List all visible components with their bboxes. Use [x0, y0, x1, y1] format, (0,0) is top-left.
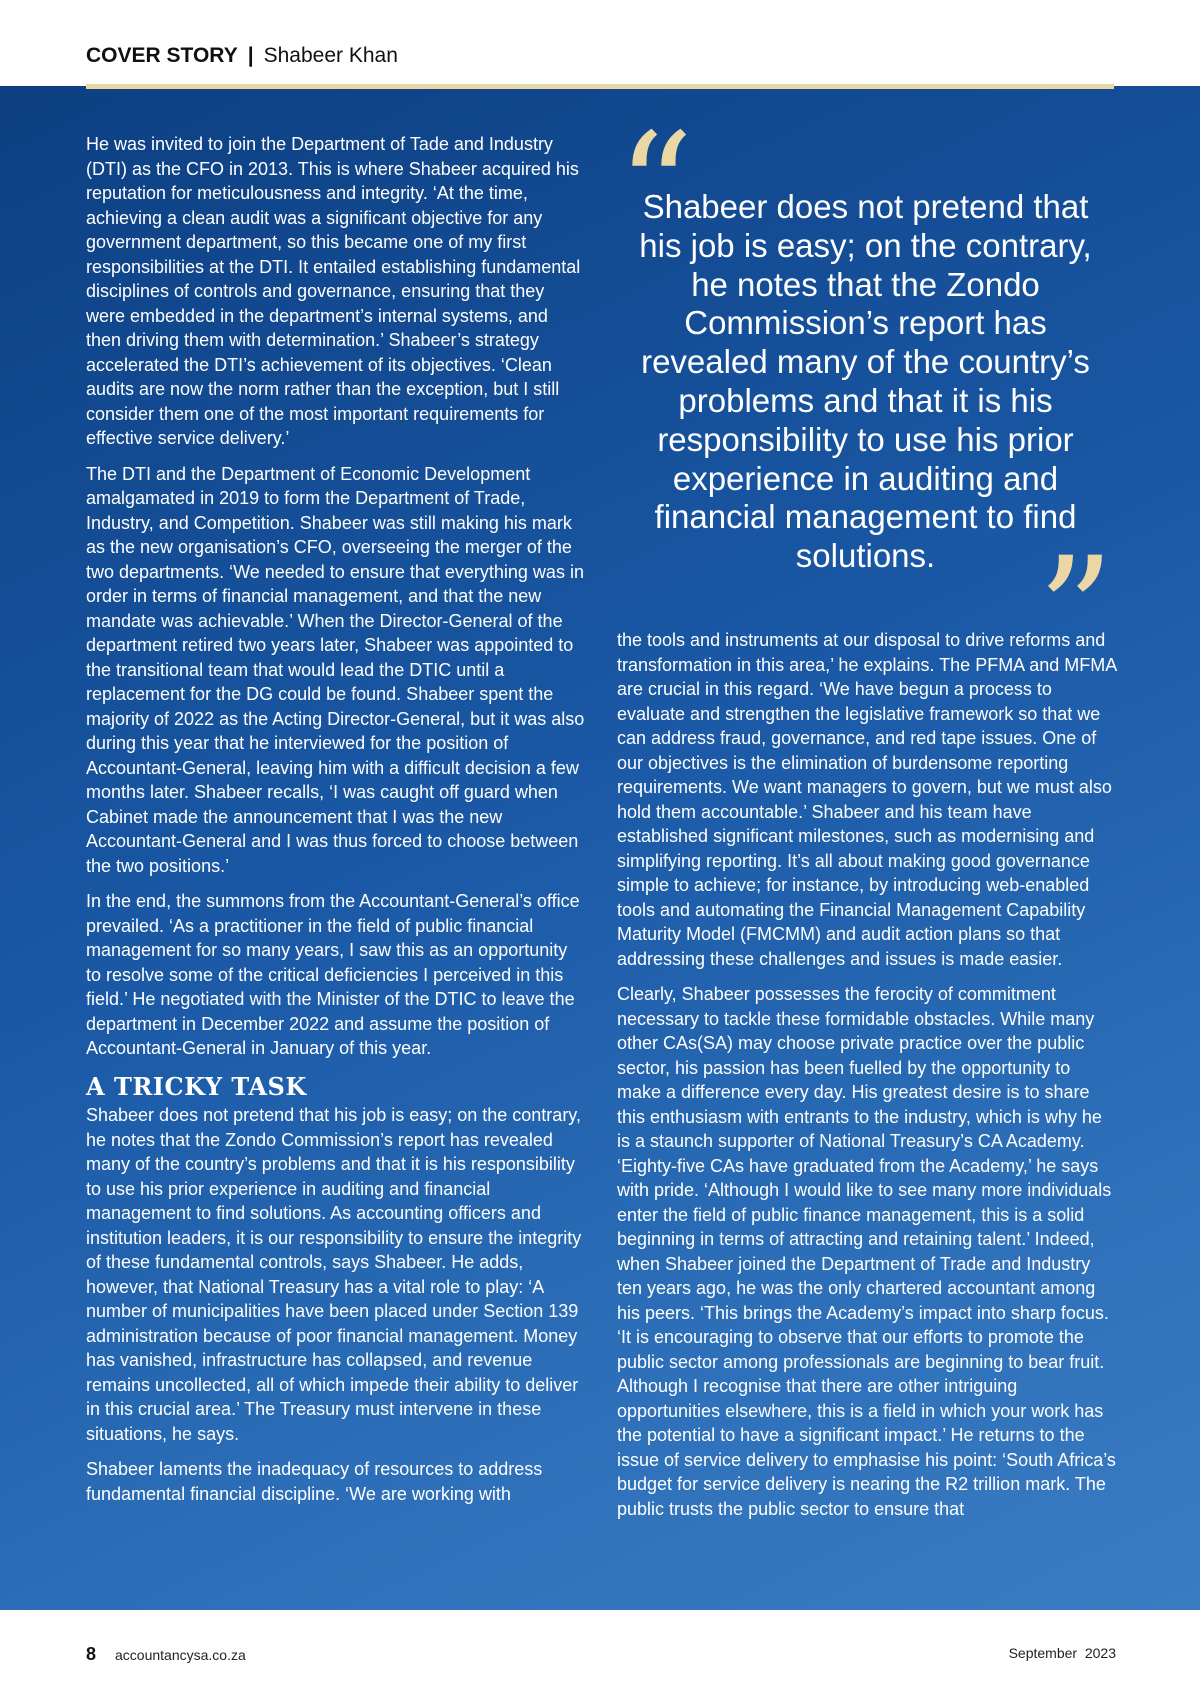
paragraph: the tools and instruments at our disposal to drive reforms and transformation in this area,’ he explains. The PFMA and MFMA are crucial in this regard. ‘We have begun a process to evaluate and strengthen the legislative framework so that we can address fraud, governance, and red tape issues. One of our objectives is the elimination of burdensome reporting requirements. We want managers to govern, but we must also hold them accountable.’ Shabeer and his team have established significant milestones, such as modernising and simplifying reporting. It’s all about making good governance simple to achieve; for instance, by introducing web-enabled tools and automating the Financial Management Capability Maturity Model (FMCMM) and audit action plans so that addressing these challenges and issues is made easier.	[617, 630, 1117, 969]
header-rule	[86, 84, 1114, 89]
page-number: 8	[86, 1644, 97, 1664]
issue-date: September 2023	[1008, 1645, 1116, 1661]
paragraph: Shabeer laments the inadequacy of resources to address fundamental financial discipline. ‘We are working with	[86, 1459, 543, 1504]
close-quote-icon	[1037, 538, 1114, 608]
open-quote-icon	[617, 114, 694, 184]
page-footer	[0, 1610, 1200, 1696]
paragraph: Clearly, Shabeer possesses the ferocity of commitment necessary to tackle these formidable obstacles. While many other CAs(SA) may choose private practice over the public sector, his passion has been fuelled by the opportunity to make a difference every day. His greatest desire is to share this enthusiasm with entrants to the industry, which is why he is a staunch supporter of National Treasury’s CA Academy. ‘Eighty-five CAs have graduated from the Academy,’ he says with pride. ‘Although I would like to see many more individuals enter the field of public finance management, this is a solid beginning in terms of attracting and retaining talent.’ Indeed, when Shabeer joined the Department of Trade and Industry ten years ago, he was the only chartered accountant among his peers. ‘This brings the Academy’s impact into sharp focus. ‘It is encouraging to observe that our efforts to promote the public sector among professionals are beginning to bear fruit. Although I recognise that there are other intriguing opportunities elsewhere, this is a field in which your work has the potential to have a significant impact.’ He returns to the issue of service delivery to emphasise his point: ‘South Africa’s budget for service delivery is nearing the R2 trillion mark. The public trusts the public sector to ensure that	[617, 984, 1116, 1519]
subheading: A TRICKY TASK	[86, 1071, 307, 1101]
paragraph: The DTI and the Department of Economic Development amalgamated in 2019 to form the Department of Trade, Industry, and Competition. Shabeer was still making his mark as the new organisation’s CFO, overseeing the merger of the two departments. ‘We needed to ensure that everything was in order in terms of financial management, and that the new mandate was achievable.’ When the Director-General of the department retired two years later, Shabeer was appointed to the transitional team that would lead the DTIC until a replacement for the DG could be found. Shabeer spent the majority of 2022 as the Acting Director-General, but it was also during this year that he interviewed for the position of Accountant-General, leaving him with a difficult decision a few months later. Shabeer recalls, ‘I was caught off guard when Cabinet made the announcement that I was the new Accountant-General and I was thus forced to choose between the two positions.’	[86, 463, 585, 876]
right-column	[617, 628, 1117, 1532]
page-header	[0, 0, 1200, 86]
header-separator: |	[247, 44, 254, 67]
left-column	[86, 132, 586, 1517]
paragraph: In the end, the summons from the Accountant-General’s office prevailed. ‘As a practitioner in the field of public financial management for so many years, I saw this as an opportunity to resolve some of the critical deficiencies I perceived in this field.’ He negotiated with the Minister of the DTIC to leave the department in December 2022 and assume the position of Accountant-General in January of this year.	[86, 891, 580, 1058]
paragraph: He was invited to join the Department of Tade and Industry (DTI) as the CFO in 2013. This is where Shabeer acquired his reputation for meticulousness and integrity. ‘At the time, achieving a clean audit was a significant objective for any government department, so this became one of my first responsibilities at the DTI. It entailed establishing fundamental disciplines of controls and governance, ensuring that they were embedded in the department’s internal systems, and then driving them with determination.’ Shabeer’s strategy accelerated the DTI’s achievement of its objectives. ‘Clean audits are now the norm rather than the exception, but I still consider them one of the most important requirements for effective service delivery.’	[86, 134, 581, 448]
section-label: COVER STORY	[86, 44, 238, 67]
author-name: Shabeer Khan	[263, 44, 398, 67]
website-link[interactable]: accountancysa.co.za	[115, 1647, 246, 1663]
paragraph: Shabeer does not pretend that his job is easy; on the contrary, he notes that the Zondo Commission’s report has revealed many of the country’s problems and that it is his responsibility to use his prior experience in auditing and financial management to find solutions. As accounting officers and institution leaders, it is our responsibility to ensure the integrity of these fundamental controls, says Shabeer. He adds, however, that National Treasury has a vital role to play: ‘A number of municipalities have been placed under Section 139 administration because of poor financial management. Money has vanished, infrastructure has collapsed, and revenue remains uncollected, all of which impede their ability to deliver in this crucial area.’ The Treasury must intervene in these situations, he says.	[86, 1105, 582, 1444]
running-head	[86, 44, 398, 68]
pull-quote-text: Shabeer does not pretend that his job is easy; on the contrary, he notes that the Zondo Commission’s report has revealed many of the country’s problems and that it is his responsibility to use his prior experience in auditing and financial management to find solutions.	[639, 188, 1092, 575]
